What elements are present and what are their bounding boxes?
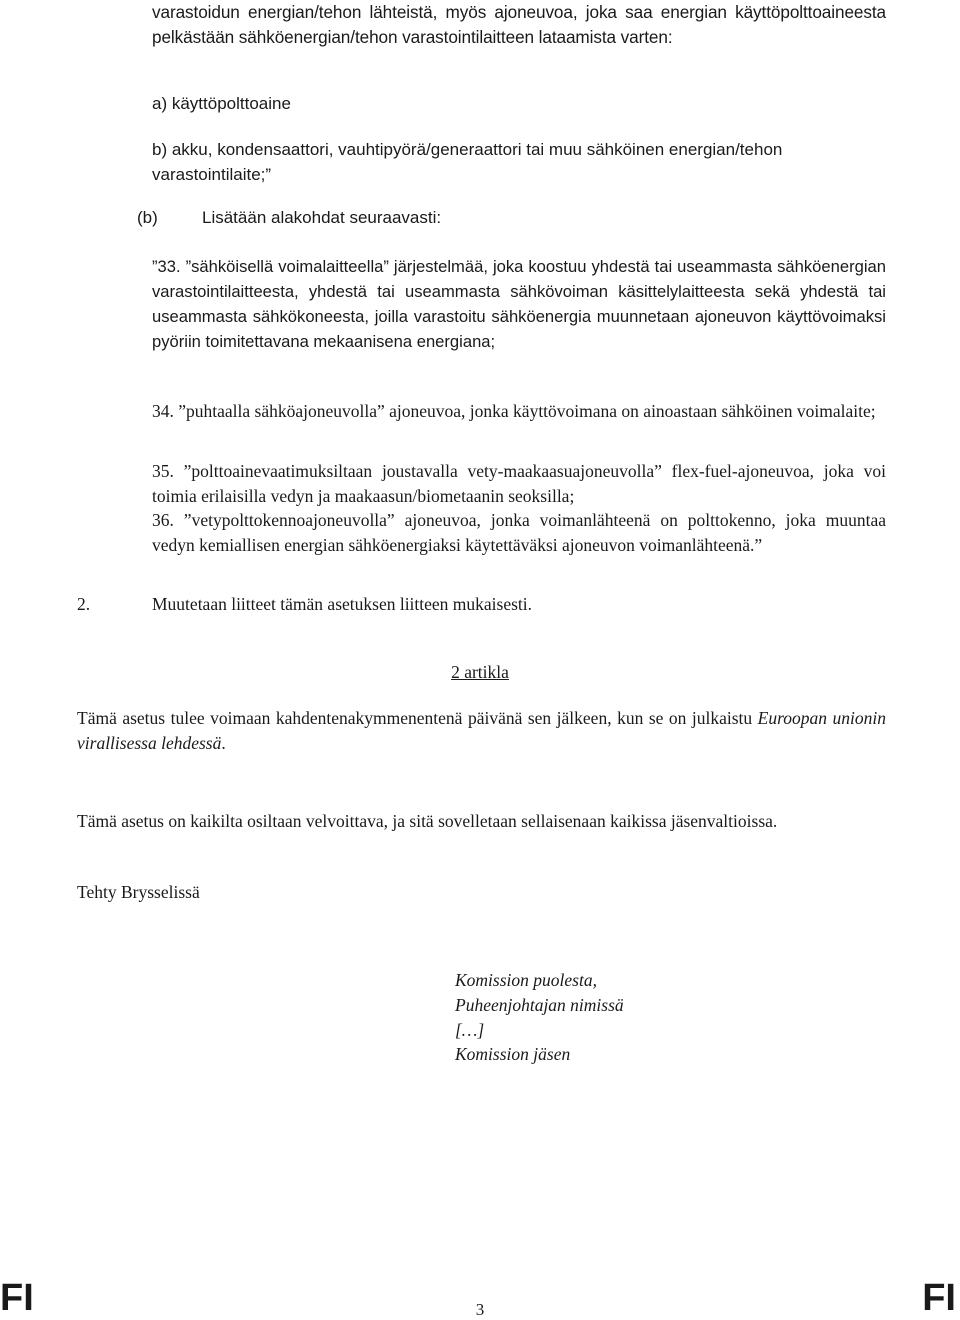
signature-line-4: Komission jäsen — [455, 1044, 571, 1064]
definition-36: 36. ”vetypolttokennoajoneuvolla” ajoneuvoa, jonka voimanlähteenä on polttokenno, joka muuntaa vedyn kemiallisen energian sähköenergiaksi käytettäväksi ajoneuvon voimanlähteenä.” — [152, 510, 886, 555]
page-number: 3 — [475, 1300, 485, 1319]
footer-language-right: FI — [922, 1277, 956, 1319]
binding-paragraph: Tämä asetus on kaikilta osiltaan velvoittava, ja sitä sovelletaan sellaisenaan kaikissa jäsenvaltioissa. — [77, 811, 778, 831]
definition-35: 35. ”polttoainevaatimuksiltaan joustavalla vety-maakaasuajoneuvolla” flex-fuel-ajoneuvoa, joka voi toimia erilaisilla vedyn ja maakaasun/biometaanin seoksilla; — [152, 461, 886, 506]
list-item-b: b) akku, kondensaattori, vauhtipyörä/generaattori tai muu sähköinen energian/tehon varastointilaite;” — [152, 140, 783, 184]
signature-line-2: Puheenjohtajan nimissä — [455, 995, 624, 1015]
point-2-text: Muutetaan liitteet tämän asetuksen liitteen mukaisesti. — [152, 594, 533, 614]
definition-34: 34. ”puhtaalla sähköajoneuvolla” ajoneuvoa, jonka käyttövoimana on ainoastaan sähköinen voimalaite; — [152, 401, 876, 421]
list-item-a: a) käyttöpolttoaine — [152, 94, 291, 113]
article-heading: 2 artikla — [451, 662, 509, 682]
point-b-label: (b) — [137, 208, 158, 227]
official-journal-title: Euroopan unionin virallisessa lehdessä — [77, 708, 886, 753]
point-b-text: Lisätään alakohdat seuraavasti: — [202, 208, 442, 227]
article-paragraph — [77, 706, 886, 755]
article-text-start: Tämä asetus tulee voimaan kahdentenakymmenentenä päivänä sen jälkeen, kun se on julkaistu — [77, 708, 758, 728]
point-2-number: 2. — [77, 594, 91, 614]
footer-language-left: FI — [0, 1277, 34, 1319]
article-text-end: . — [221, 732, 226, 753]
done-at: Tehty Brysselissä — [77, 882, 200, 902]
signature-line-1: Komission puolesta, — [455, 970, 597, 990]
signature-line-3: […] — [455, 1020, 485, 1040]
intro-paragraph: varastoidun energian/tehon lähteistä, myös ajoneuvoa, joka saa energian käyttöpolttoaineesta pelkästään sähköenergian/tehon varastointilaitteen lataamista varten: — [152, 2, 886, 47]
definition-33: ”33. ”sähköisellä voimalaitteella” järjestelmää, joka koostuu yhdestä tai useammasta sähköenergian varastointilaitteesta, yhdestä tai useammasta sähkövoiman käsittelylaitteesta sekä yhdestä tai useammasta sähkökoneesta, joilla varastoitu sähköenergia muunnetaan ajoneuvon käyttövoimaksi pyöriin toimitettavana mekaanisena energiana; — [152, 257, 886, 351]
